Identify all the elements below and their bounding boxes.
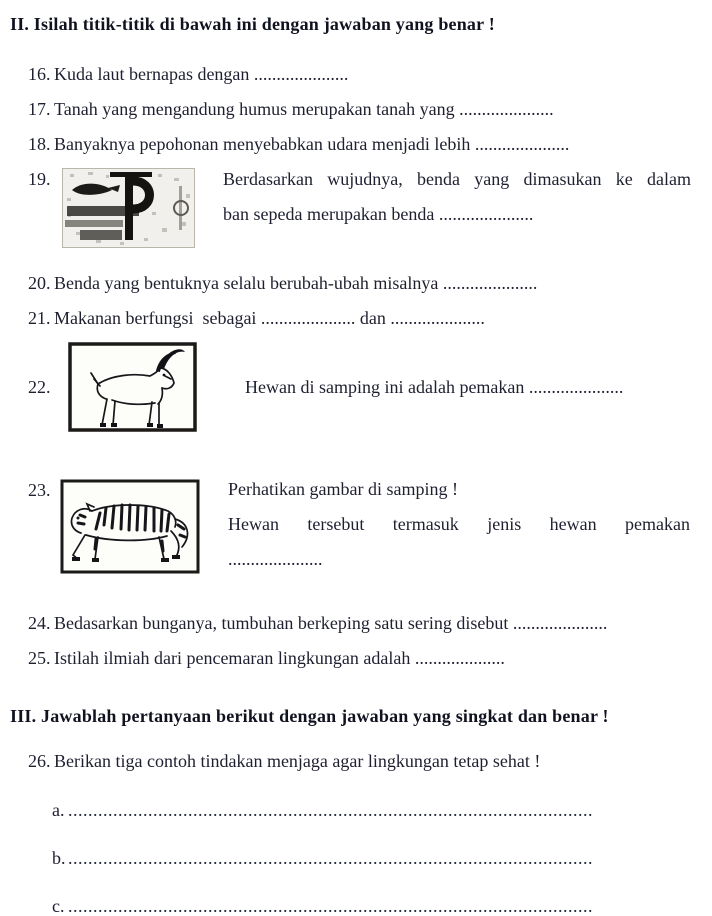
- question-23-line2: Hewan tersebut termasuk jenis hewan pemakan: [228, 514, 690, 534]
- answer-line-a-dots: .........................................................................................................: [68, 800, 593, 820]
- question-18-number: 18.: [28, 134, 51, 154]
- question-19-line2: ban sepeda merupakan benda .....................: [223, 204, 534, 224]
- answer-line-a-label: a.: [52, 800, 65, 820]
- answer-line-b-label: b.: [52, 848, 66, 868]
- question-21-number: 21.: [28, 308, 51, 328]
- answer-line-c-dots: .........................................................................................................: [68, 896, 593, 916]
- question-17-number: 17.: [28, 99, 51, 119]
- question-20-number: 20.: [28, 273, 51, 293]
- goat-image: [68, 342, 197, 432]
- question-19-line1: Berdasarkan wujudnya, benda yang dimasukan ke dalam: [223, 169, 691, 189]
- question-16-number: 16.: [28, 64, 51, 84]
- question-23: [10, 479, 692, 577]
- answer-line-b-dots: .........................................................................................................: [68, 848, 593, 868]
- tiger-image: [60, 479, 200, 574]
- question-19-number: 19.: [28, 169, 51, 189]
- question-23-number: 23.: [28, 480, 51, 500]
- question-18: [10, 133, 692, 155]
- answer-line-a: [10, 799, 692, 821]
- question-24-number: 24.: [28, 613, 51, 633]
- question-22-number: 22.: [28, 377, 51, 397]
- bicycle-pump-image: [62, 168, 195, 248]
- question-26-number: 26.: [28, 751, 51, 771]
- question-20-text: Benda yang bentuknya selalu berubah-ubah misalnya .....................: [54, 273, 538, 293]
- question-24: [10, 612, 692, 634]
- section-ii-heading: II. Isilah titik-titik di bawah ini dengan jawaban yang benar !: [10, 14, 495, 34]
- question-20: [10, 272, 692, 294]
- question-25: [10, 647, 692, 669]
- question-18-text: Banyaknya pepohonan menyebabkan udara menjadi lebih .....................: [54, 134, 570, 154]
- answer-line-b: [10, 847, 692, 869]
- question-16-text: Kuda laut bernapas dengan .....................: [54, 64, 349, 84]
- question-17-text: Tanah yang mengandung humus merupakan tanah yang .....................: [54, 99, 554, 119]
- question-21: [10, 307, 692, 329]
- answer-line-c-label: c.: [52, 896, 65, 916]
- question-17: [10, 98, 692, 120]
- question-19: [10, 168, 692, 248]
- question-24-text: Bedasarkan bunganya, tumbuhan berkeping satu sering disebut .....................: [54, 613, 608, 633]
- question-25-text: Istilah ilmiah dari pencemaran lingkungan adalah ....................: [54, 648, 505, 668]
- question-23-line3: .....................: [228, 549, 323, 569]
- question-22: [10, 342, 692, 432]
- section-iii-heading: III. Jawablah pertanyaan berikut dengan jawaban yang singkat dan benar !: [10, 706, 609, 726]
- question-23-text: [228, 472, 690, 577]
- question-25-number: 25.: [28, 648, 51, 668]
- question-23-line1: Perhatikan gambar di samping !: [228, 479, 458, 499]
- question-19-text: [223, 162, 691, 232]
- question-26-text: Berikan tiga contoh tindakan menjaga agar lingkungan tetap sehat !: [54, 751, 541, 771]
- question-21-text: Makanan berfungsi sebagai ..................... dan .....................: [54, 308, 485, 328]
- answer-line-c: [10, 895, 692, 916]
- question-26: [10, 750, 692, 772]
- question-22-text: Hewan di samping ini adalah pemakan .....................: [245, 377, 624, 397]
- question-16: [10, 63, 692, 85]
